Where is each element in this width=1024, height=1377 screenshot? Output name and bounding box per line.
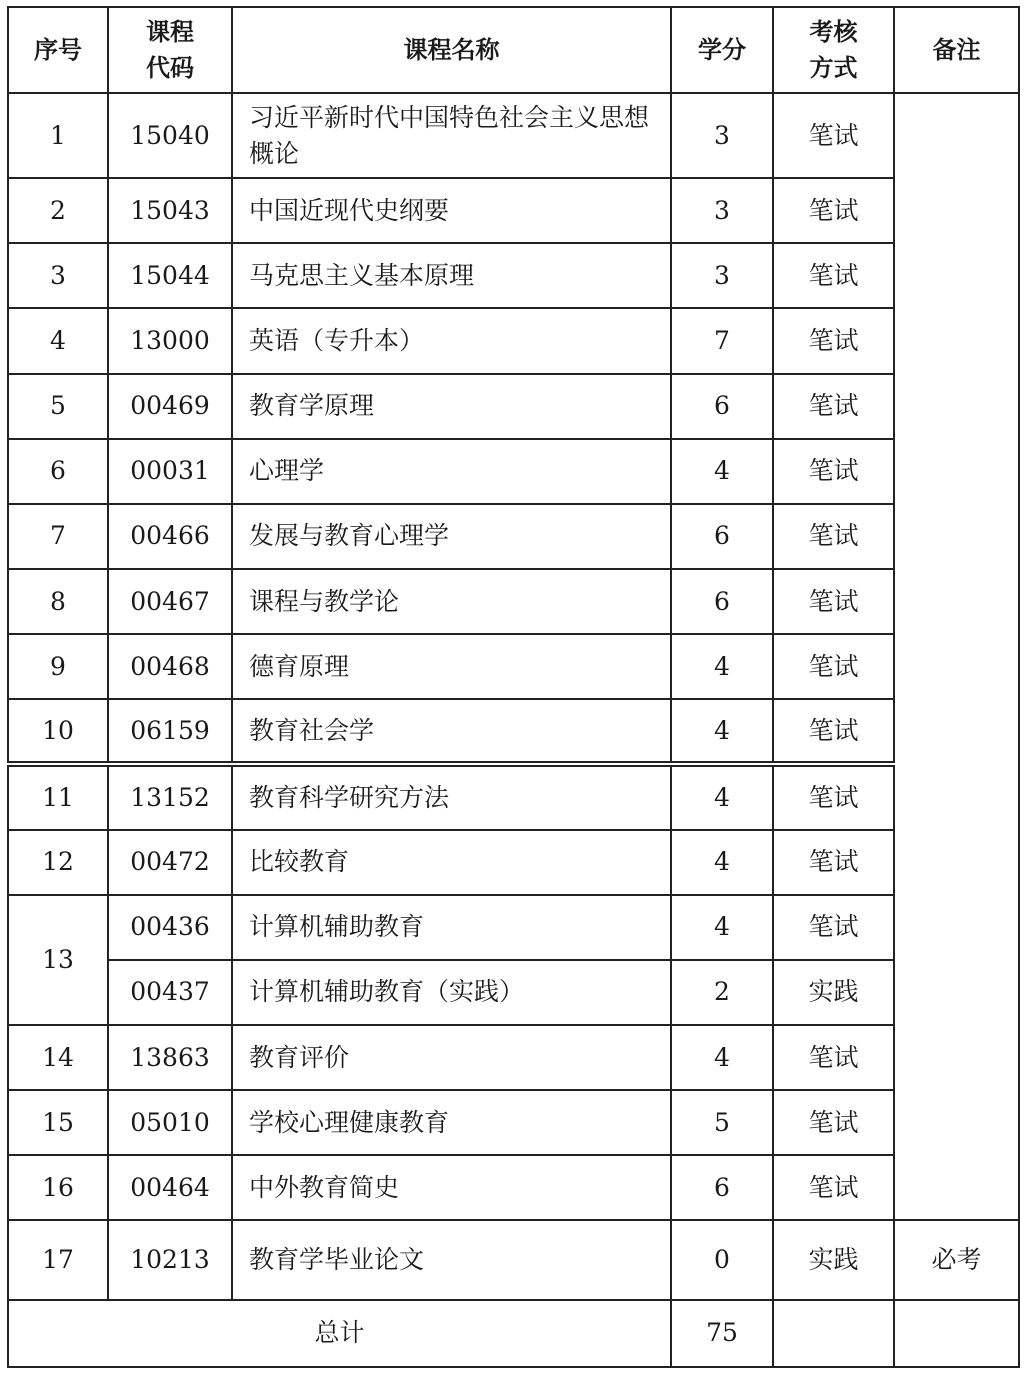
row-index: 8 — [8, 569, 108, 634]
row-course-code: 13863 — [108, 1025, 232, 1090]
table-row — [8, 699, 1019, 764]
table-row — [8, 1155, 1019, 1220]
row-course-name: 教育评价 — [232, 1025, 671, 1090]
total-credits: 75 — [671, 1300, 773, 1367]
row-exam-method: 笔试 — [773, 830, 894, 895]
row-remark: 必考 — [894, 1220, 1019, 1299]
row-exam-method: 实践 — [773, 1220, 894, 1299]
row-course-name: 教育学原理 — [232, 374, 671, 439]
row-course-name: 教育社会学 — [232, 699, 671, 764]
row-course-name: 发展与教育心理学 — [232, 504, 671, 569]
row-course-name: 中外教育简史 — [232, 1155, 671, 1220]
row-credits: 2 — [671, 960, 773, 1025]
remark-cell-merged — [894, 93, 1019, 1220]
row-index: 13 — [8, 895, 108, 1025]
row-course-name: 德育原理 — [232, 634, 671, 699]
row-credits: 4 — [671, 830, 773, 895]
row-course-code: 10213 — [108, 1220, 232, 1299]
header-course-code — [108, 7, 232, 93]
total-label: 总计 — [8, 1300, 671, 1367]
header-course-name: 课程名称 — [232, 7, 671, 93]
table-row — [8, 93, 1019, 178]
row-credits: 4 — [671, 634, 773, 699]
row-index: 11 — [8, 764, 108, 829]
row-credits: 4 — [671, 1025, 773, 1090]
row-course-code: 13000 — [108, 308, 232, 373]
row-index: 4 — [8, 308, 108, 373]
row-exam-method: 笔试 — [773, 1155, 894, 1220]
table-row — [8, 634, 1019, 699]
row-course-code: 00469 — [108, 374, 232, 439]
row-credits: 4 — [671, 699, 773, 764]
header-index: 序号 — [8, 7, 108, 93]
row-credits: 0 — [671, 1220, 773, 1299]
row-course-name: 计算机辅助教育 — [232, 895, 671, 960]
row-course-name: 课程与教学论 — [232, 569, 671, 634]
total-exam-empty — [773, 1300, 894, 1367]
row-course-name: 比较教育 — [232, 830, 671, 895]
row-course-name: 马克思主义基本原理 — [232, 243, 671, 308]
row-credits: 4 — [671, 895, 773, 960]
row-course-name: 英语（专升本） — [232, 308, 671, 373]
header-exam-method-line1: 考核 — [809, 18, 858, 46]
header-remark: 备注 — [894, 7, 1019, 93]
row-exam-method: 笔试 — [773, 569, 894, 634]
table-row — [8, 764, 1019, 829]
row-index: 12 — [8, 830, 108, 895]
row-exam-method: 笔试 — [773, 93, 894, 178]
row-course-name: 中国近现代史纲要 — [232, 178, 671, 243]
total-remark-empty — [894, 1300, 1019, 1367]
table-row — [8, 960, 1019, 1025]
row-exam-method: 笔试 — [773, 178, 894, 243]
row-index: 7 — [8, 504, 108, 569]
table-row — [8, 439, 1019, 504]
table-row — [8, 1025, 1019, 1090]
row-course-code: 15044 — [108, 243, 232, 308]
row-course-code: 15040 — [108, 93, 232, 178]
row-exam-method: 笔试 — [773, 634, 894, 699]
row-course-code: 00031 — [108, 439, 232, 504]
row-credits: 3 — [671, 178, 773, 243]
row-index: 14 — [8, 1025, 108, 1090]
row-course-name: 教育科学研究方法 — [232, 764, 671, 829]
row-course-code: 06159 — [108, 699, 232, 764]
header-exam-method — [773, 7, 894, 93]
row-credits: 4 — [671, 764, 773, 829]
course-table — [7, 6, 1020, 1368]
row-exam-method: 笔试 — [773, 243, 894, 308]
row-course-code: 15043 — [108, 178, 232, 243]
row-course-name: 心理学 — [232, 439, 671, 504]
row-index: 1 — [8, 93, 108, 178]
row-course-code: 13152 — [108, 764, 232, 829]
row-course-name: 习近平新时代中国特色社会主义思想概论 — [232, 93, 671, 178]
row-course-code: 00472 — [108, 830, 232, 895]
row-course-name: 学校心理健康教育 — [232, 1090, 671, 1155]
row-index: 10 — [8, 699, 108, 764]
row-course-code: 00467 — [108, 569, 232, 634]
row-course-name: 计算机辅助教育（实践） — [232, 960, 671, 1025]
row-credits: 6 — [671, 374, 773, 439]
header-course-code-line2: 代码 — [146, 54, 194, 82]
row-credits: 3 — [671, 93, 773, 178]
row-index: 6 — [8, 439, 108, 504]
row-index: 9 — [8, 634, 108, 699]
row-exam-method: 笔试 — [773, 1025, 894, 1090]
table-row — [8, 374, 1019, 439]
row-course-code: 00437 — [108, 960, 232, 1025]
row-credits: 4 — [671, 439, 773, 504]
row-index: 15 — [8, 1090, 108, 1155]
row-exam-method: 笔试 — [773, 1090, 894, 1155]
row-credits: 5 — [671, 1090, 773, 1155]
row-index: 5 — [8, 374, 108, 439]
row-course-code: 00468 — [108, 634, 232, 699]
row-exam-method: 笔试 — [773, 439, 894, 504]
total-row — [8, 1300, 1019, 1367]
row-course-code: 00464 — [108, 1155, 232, 1220]
row-index: 3 — [8, 243, 108, 308]
table-row — [8, 830, 1019, 895]
header-row — [8, 7, 1019, 93]
row-course-code: 00436 — [108, 895, 232, 960]
row-exam-method: 笔试 — [773, 895, 894, 960]
row-index: 17 — [8, 1220, 108, 1299]
table-row — [8, 243, 1019, 308]
row-exam-method: 笔试 — [773, 764, 894, 829]
header-credits: 学分 — [671, 7, 773, 93]
row-credits: 6 — [671, 569, 773, 634]
table-row — [8, 895, 1019, 960]
row-index: 16 — [8, 1155, 108, 1220]
row-exam-method: 实践 — [773, 960, 894, 1025]
table-row — [8, 1090, 1019, 1155]
row-credits: 3 — [671, 243, 773, 308]
row-course-code: 00466 — [108, 504, 232, 569]
table-row — [8, 569, 1019, 634]
row-credits: 6 — [671, 504, 773, 569]
row-credits: 6 — [671, 1155, 773, 1220]
row-exam-method: 笔试 — [773, 504, 894, 569]
row-index: 2 — [8, 178, 108, 243]
row-exam-method: 笔试 — [773, 374, 894, 439]
row-exam-method: 笔试 — [773, 699, 894, 764]
table-row — [8, 308, 1019, 373]
table-row — [8, 1220, 1019, 1299]
row-course-code: 05010 — [108, 1090, 232, 1155]
header-course-code-line1: 课程 — [146, 18, 194, 46]
row-course-name: 教育学毕业论文 — [232, 1220, 671, 1299]
row-exam-method: 笔试 — [773, 308, 894, 373]
row-credits: 7 — [671, 308, 773, 373]
table-row — [8, 178, 1019, 243]
header-exam-method-line2: 方式 — [809, 54, 858, 82]
table-row — [8, 504, 1019, 569]
